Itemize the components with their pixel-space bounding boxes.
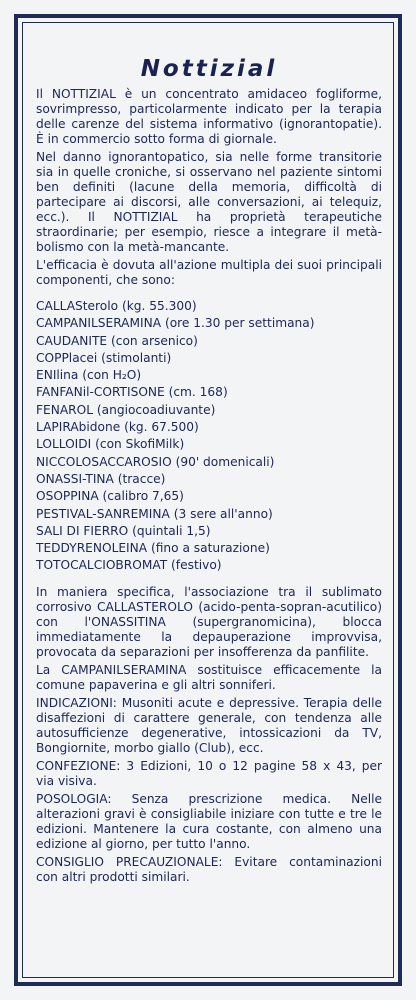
component-item: NICCOLOSACCAROSIO (90' domenicali) — [36, 454, 275, 469]
intro-paragraph: Nel danno ignorantopatico, sia nelle forme transitorie sia in quelle croniche, si osservano nel paziente sintomi ben definiti (lacune della memoria, difficoltà di partecipare ai discorsi, alle conversazioni, ai telequiz, ecc.). Il NOTTIZIAL ha proprietà terapeutiche straordinarie; per esempio, riesce a integrare il metà-bolismo con la metà-mancante. — [36, 150, 382, 254]
component-item: CALLASterolo (kg. 55.300) — [36, 299, 197, 313]
component-item: CAMPANILSERAMINA (ore 1.30 per settimana) — [36, 316, 315, 331]
component-item: PESTIVAL-SANREMINA (3 sere all'anno) — [36, 506, 273, 521]
component-item: LOLLOIDI (con SkofiMilk) — [36, 437, 185, 452]
page-title: Nottizial — [140, 56, 278, 82]
detail-paragraph: In maniera specifica, l'associazione tra il sublimato corrosivo CALLASTEROLO (acido-penta-sopran-acutilico) con l'ONASSITINA (supergranomicina), blocca immediatamente la depauperazione improvvisa, provocata da separazioni per insofferenza da panfilite. — [36, 584, 382, 659]
leaflet-content — [36, 56, 382, 888]
intro-paragraph: Il NOTTIZIAL è un concentrato amidaceo fogliforme, sovrimpresso, particolarmente indicato per la terapia delle carenze del sistema informativo (ignorantopatie). È in commercio sotto forma di giornale. — [36, 87, 382, 146]
component-item: SALI DI FIERRO (quintali 1,5) — [36, 523, 211, 538]
component-item: ONASSI-TINA (tracce) — [36, 471, 166, 486]
packaging-paragraph: CONFEZIONE: 3 Edizioni, 10 o 12 pagine 58 x 43, per via visiva. — [36, 758, 382, 788]
component-item: COPPlacei (stimolanti) — [36, 350, 172, 365]
components-list — [36, 298, 382, 575]
precaution-paragraph: CONSIGLIO PRECAUZIONALE: Evitare contaminazioni con altri prodotti similari. — [36, 854, 382, 884]
component-item: TOTOCALCIOBROMAT (festivo) — [36, 558, 222, 573]
component-item: LAPIRAbidone (kg. 67.500) — [36, 420, 199, 435]
intro-paragraph: L'efficacia è dovuta all'azione multipla dei suoi principali componenti, che sono: — [36, 258, 382, 287]
component-item: OSOPPINA (calibro 7,65) — [36, 489, 184, 504]
component-item: TEDDYRENOLEINA (fino a saturazione) — [36, 541, 270, 556]
dosage-paragraph: POSOLOGIA: Senza prescrizione medica. Nelle alterazioni gravi è consigliabile iniziare con tutte e tre le edizioni. Mantenere la cura costante, con almeno una edizione al giorno, per tutto l'anno. — [36, 791, 382, 851]
component-item: CAUDANITE (con arsenico) — [36, 333, 198, 348]
detail-paragraph: La CAMPANILSERAMINA sostituisce efficacemente la comune papaverina e gli altri sonniferi. — [36, 662, 382, 692]
component-item: FENAROL (angiocoadiuvante) — [36, 402, 216, 417]
component-item: ENIlina (con H₂O) — [36, 368, 142, 383]
indications-paragraph: INDICAZIONI: Musoniti acute e depressive. Terapia delle disaffezioni di carattere generale, con tendenza alle autosufficienze degenerative, intossicazioni da TV, Bongiornite, morbo giallo (Club), ecc. — [36, 695, 382, 755]
component-item: FANFANil-CORTISONE (cm. 168) — [36, 385, 228, 400]
